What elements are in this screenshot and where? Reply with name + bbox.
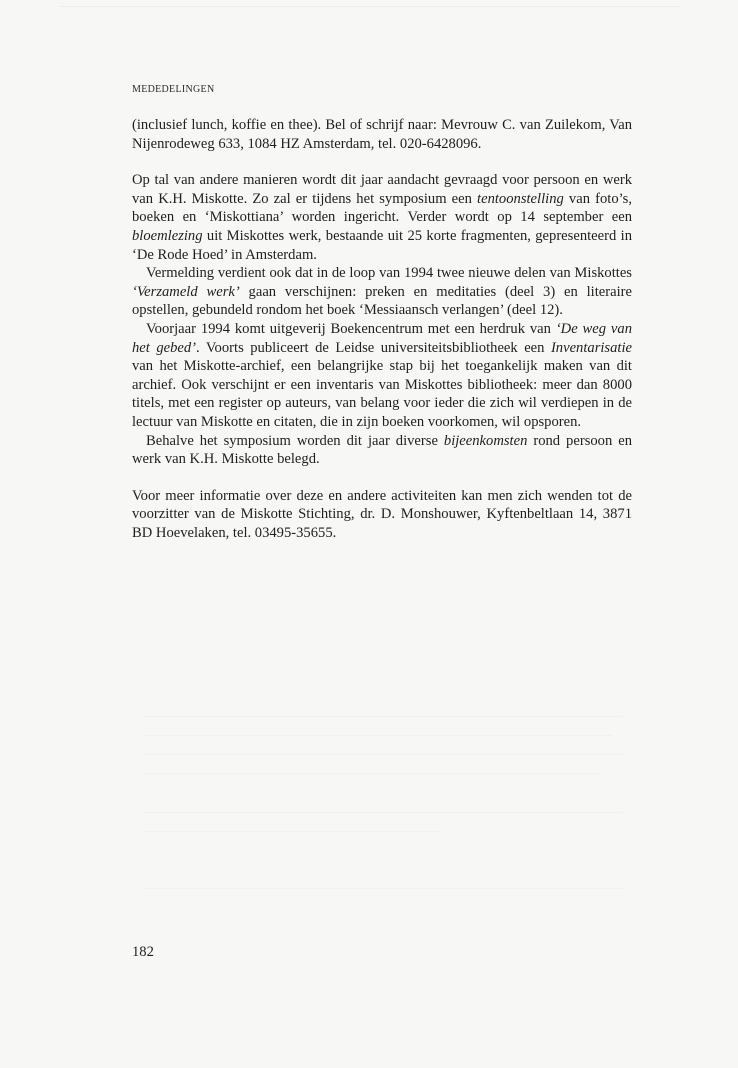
paragraph-4-text-a: Voorjaar 1994 komt uitgeverij Boekencentrum met een herdruk van	[146, 320, 556, 337]
show-through-line	[142, 754, 622, 755]
italic-inventarisatie: Inventarisatie	[550, 339, 632, 356]
show-through-line	[142, 888, 622, 889]
paragraph-5-text-c: rond persoon en werk van K.H. Miskotte belegd.	[132, 432, 632, 468]
show-through-line	[142, 716, 622, 717]
body-text	[132, 116, 632, 542]
paragraph-2-text-c: van foto’s, boeken en ‘Miskottiana’ worden ingericht. Verder wordt op 14 september een	[132, 190, 632, 226]
paragraph-5	[132, 432, 632, 469]
page-top-edge	[60, 6, 680, 7]
show-through-line	[142, 735, 612, 736]
paragraph-3	[132, 264, 632, 320]
paragraph-2	[132, 171, 632, 264]
paragraph-3-text-a: Vermelding verdient ook dat in de loop van 1994 twee nieuwe delen van Miskottes	[146, 265, 632, 282]
paragraph-2-text-e: uit Miskottes werk, bestaande uit 25 korte fragmenten, gepresenteerd in ‘De Rode Hoed’ in Amsterdam.	[132, 227, 632, 263]
paragraph-3-text-c: gaan verschijnen: preken en meditaties (deel 3) en literaire opstellen, gebundeld rondom het boek ‘Messiaansch verlangen’ (deel 12).	[132, 283, 632, 319]
italic-verzameld-werk: ‘Verzameld werk’	[132, 283, 240, 300]
paragraph-4	[132, 320, 632, 432]
show-through-line	[142, 812, 622, 813]
paragraph-gap	[132, 469, 632, 487]
paragraph-2-text-a: Op tal van andere manieren wordt dit jaar aandacht gevraagd voor persoon en werk van K.H. Miskotte. Zo zal er tijdens het symposium een	[132, 172, 632, 207]
italic-bijeenkomsten: bijeenkomsten	[443, 432, 528, 449]
italic-bloemlezing: bloemlezing	[132, 227, 203, 244]
paragraph-4-text-e: van het Miskotte-archief, een belangrijke stap bij het toegankelijk maken van dit archief. Ook verschijnt er een inventaris van Miskottes bibliotheek: meer dan 8000 titels, met een register op auteurs, van belang voor ieder die zich wil verdiepen in de lectuur van Miskotte en citaten, die in zijn boeken voorkomen, wil opsporen.	[132, 358, 632, 430]
paragraph-4-text-c: . Voorts publiceert de Leidse universiteitsbibliotheek een	[196, 339, 551, 356]
show-through-line	[142, 831, 442, 832]
paragraph-gap	[132, 153, 632, 171]
show-through-line	[142, 773, 602, 774]
paragraph-5-text-a: Behalve het symposium worden dit jaar diverse	[146, 432, 444, 449]
italic-tentoonstelling: tentoonstelling	[477, 190, 564, 207]
running-head: MEDEDELINGEN	[132, 84, 215, 95]
page-number: 182	[132, 944, 154, 960]
italic-de-weg-van-het-gebed: ‘De weg van het gebed’	[132, 320, 632, 356]
paragraph-6: Voor meer informatie over deze en andere activiteiten kan men zich wenden tot de voorzitter van de Miskotte Stichting, dr. D. Monshouwer, Kyftenbeltlaan 14, 3871 BD Hoevelaken, tel. 03495-35655.	[132, 487, 632, 541]
paragraph-1: (inclusief lunch, koffie en thee). Bel of schrijf naar: Mevrouw C. van Zuilekom, Van Nijenrodeweg 633, 1084 HZ Amsterdam, tel. 020-6428096.	[132, 117, 632, 152]
